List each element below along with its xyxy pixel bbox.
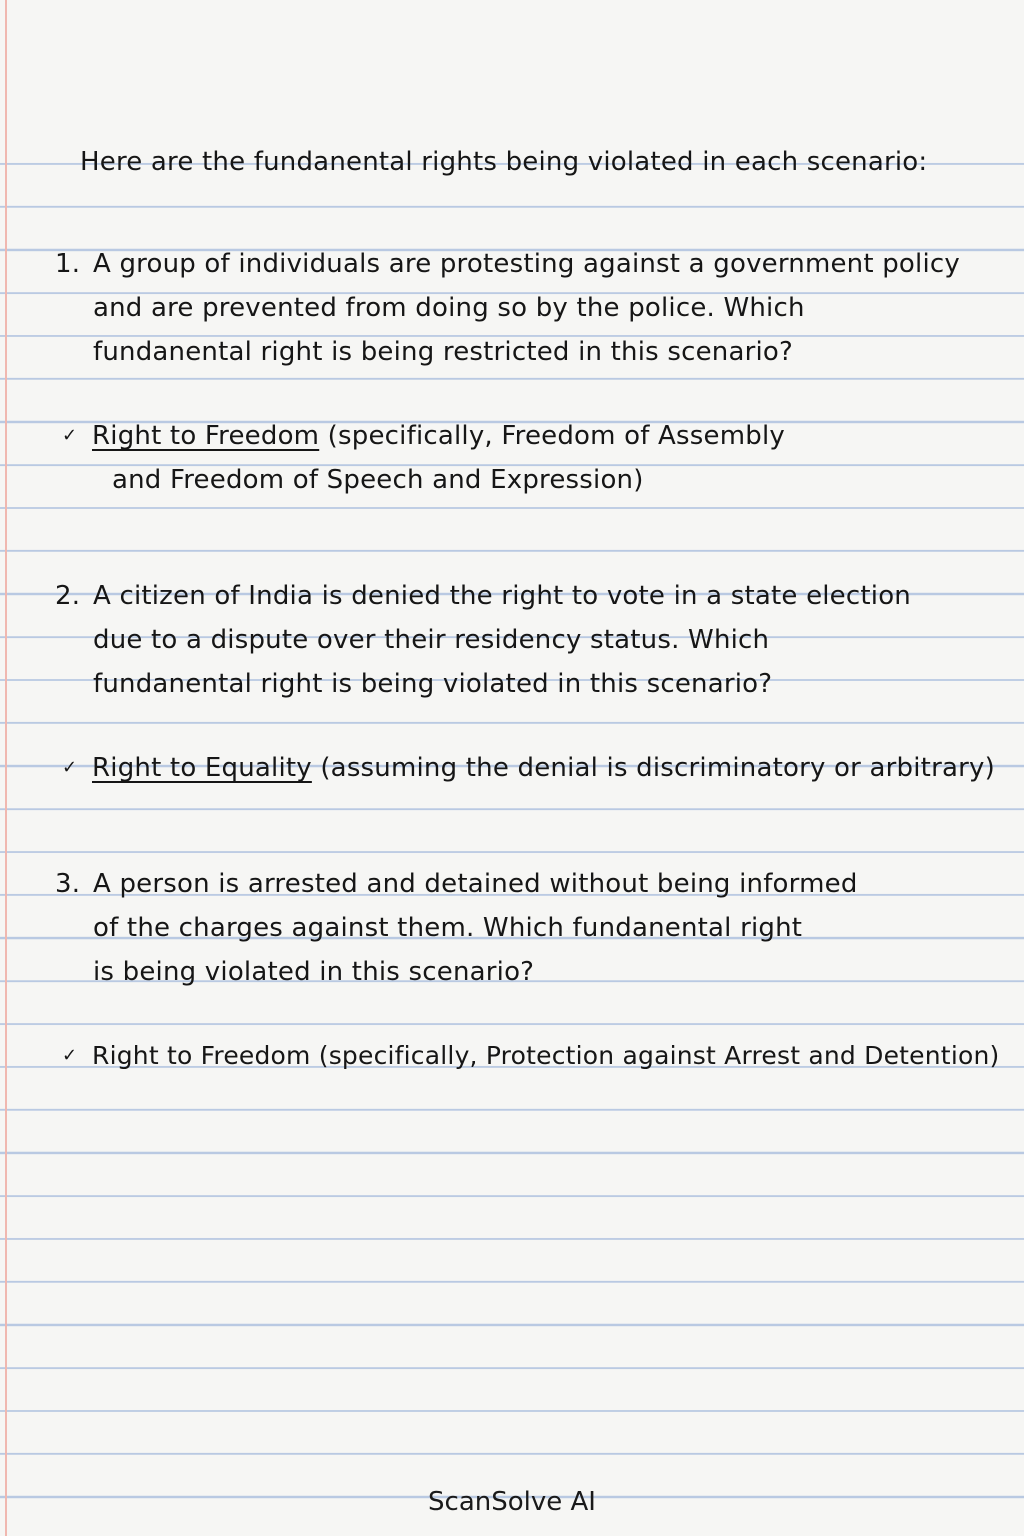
answer-3 <box>62 1034 999 1078</box>
page-top-margin <box>0 0 1024 122</box>
question-3 <box>55 862 858 994</box>
question-1-line-2: and are prevented from doing so by the police. Which <box>93 293 805 323</box>
checkmark-icon: ✓ <box>62 757 78 778</box>
question-1-line-3: fundanental right is being restricted in this scenario? <box>93 337 794 367</box>
margin-line <box>5 0 7 1536</box>
footer-watermark: ScanSolve AI <box>428 1487 596 1517</box>
question-1-line-1: 1. A group of individuals are protesting against a government policy <box>55 242 960 286</box>
answer-2-underlined: Right to Equality <box>92 753 312 783</box>
answer-1 <box>62 414 785 502</box>
question-2-line-1: 2. A citizen of India is denied the right to vote in a state election <box>55 574 911 618</box>
answer-1-line-1: ✓ Right to Freedom (specifically, Freedom of Assembly <box>62 414 785 458</box>
question-3-number: 3. <box>55 869 81 899</box>
answer-1-line-2: and Freedom of Speech and Expression) <box>112 465 644 495</box>
question-2-line-2: due to a dispute over their residency status. Which <box>93 625 770 655</box>
checkmark-icon: ✓ <box>62 1045 78 1066</box>
answer-2 <box>62 746 995 790</box>
question-2-line-3: fundanental right is being violated in this scenario? <box>93 669 773 699</box>
question-3-line-1: 3. A person is arrested and detained without being informed <box>55 862 858 906</box>
question-3-line-3: is being violated in this scenario? <box>93 957 535 987</box>
answer-1-underlined: Right to Freedom <box>92 421 320 451</box>
question-2-number: 2. <box>55 581 81 611</box>
answer-3-line-1: ✓ Right to Freedom (specifically, Protection against Arrest and Detention) <box>62 1034 999 1078</box>
heading: Here are the fundanental rights being violated in each scenario: <box>80 147 928 177</box>
question-2 <box>55 574 911 706</box>
question-3-line-2: of the charges against them. Which fundanental right <box>93 913 803 943</box>
question-1-number: 1. <box>55 249 81 279</box>
checkmark-icon: ✓ <box>62 425 78 446</box>
answer-2-line-1: ✓ Right to Equality (assuming the denial is discriminatory or arbitrary) <box>62 746 995 790</box>
question-1 <box>55 242 960 374</box>
